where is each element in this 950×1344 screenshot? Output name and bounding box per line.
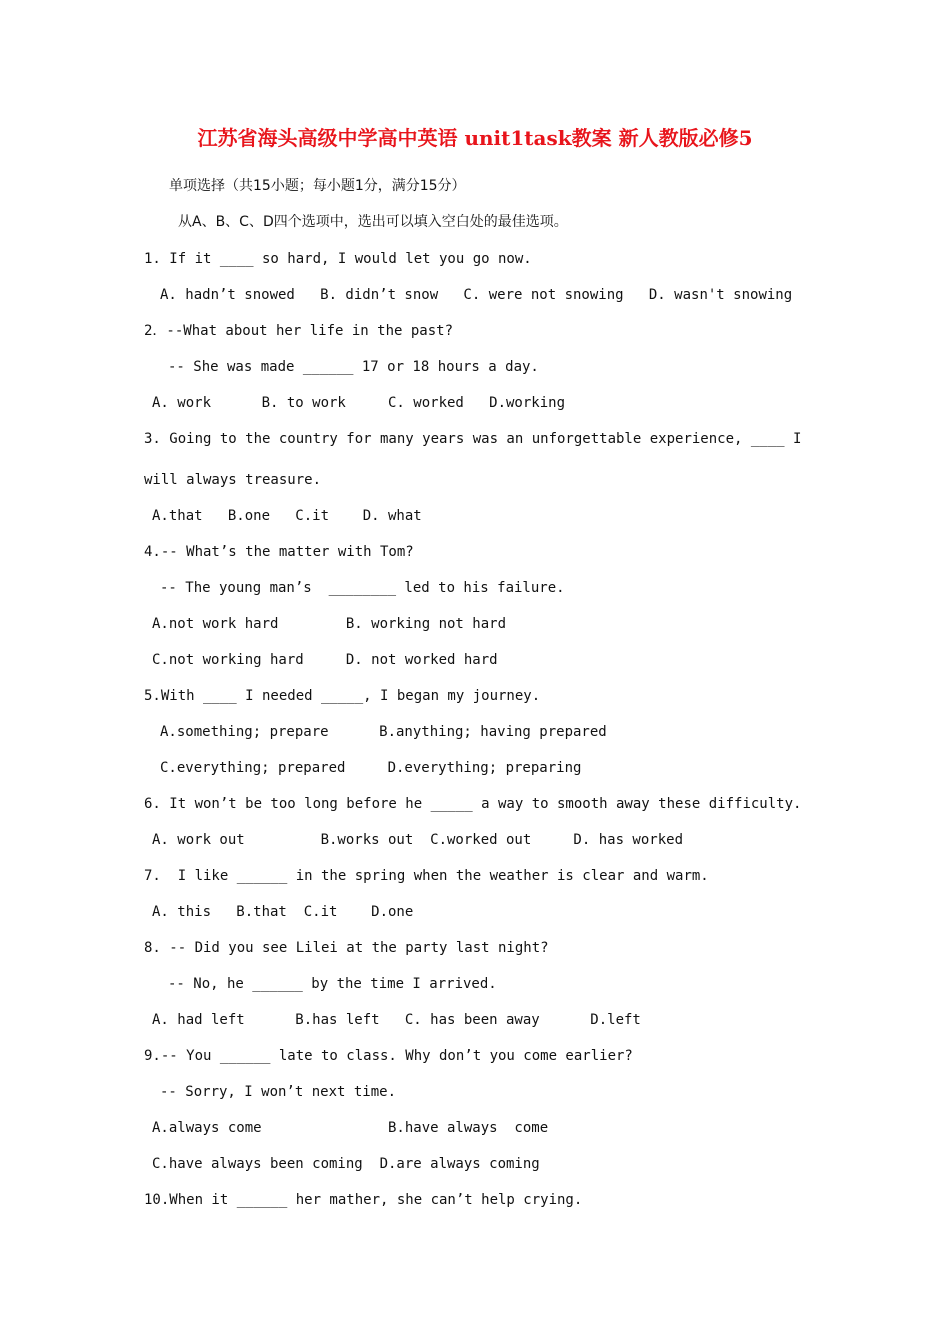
question-1: 1. If it ____ so hard, I would let you go now. xyxy=(144,251,532,267)
question-7: 7. I like ______ in the spring when the weather is clear and warm. xyxy=(144,868,709,884)
options-9-ab: A.always come B.have always come xyxy=(152,1120,549,1136)
question-3-cont: will always treasure. xyxy=(144,472,322,488)
question-4-reply: -- The young man’s ________ led to his failure. xyxy=(160,580,565,596)
options-6: A. work out B.works out C.worked out D. has worked xyxy=(152,832,684,848)
question-3: 3. Going to the country for many years was an unforgettable experience, ____ I xyxy=(144,431,802,447)
question-8: 8. -- Did you see Lilei at the party last night? xyxy=(144,940,549,956)
section-heading: 单项选择（共15小题；每小题1分，满分15分） xyxy=(169,178,466,194)
question-2: 2．--What about her life in the past? xyxy=(144,323,454,339)
document-title: 江苏省海头高级中学高中英语 unit1task教案 新人教版必修5 xyxy=(197,126,753,150)
question-8-reply: -- No, he ______ by the time I arrived. xyxy=(168,976,497,992)
options-3: A.that B.one C.it D. what xyxy=(152,508,422,524)
options-4-ab: A.not work hard B. working not hard xyxy=(152,616,507,632)
question-2-reply: -- She was made ______ 17 or 18 hours a day. xyxy=(168,359,539,375)
options-7: A. this B.that C.it D.one xyxy=(152,904,414,920)
options-9-cd: C.have always been coming D.are always coming xyxy=(152,1156,540,1172)
question-9-reply: -- Sorry, I won’t next time. xyxy=(160,1084,397,1100)
question-6: 6. It won’t be too long before he _____ a way to smooth away these difficulty. xyxy=(144,796,802,812)
instruction-text: 从A、B、C、D四个选项中，选出可以填入空白处的最佳选项。 xyxy=(178,214,568,230)
options-8: A. had left B.has left C. has been away D.left xyxy=(152,1012,641,1028)
options-2: A. work B. to work C. worked D.working xyxy=(152,395,566,411)
options-1: A. hadn’t snowed B. didn’t snow C. were not snowing D. wasn't snowing xyxy=(160,287,793,303)
question-10: 10.When it ______ her mather, she can’t help crying. xyxy=(144,1192,583,1208)
options-4-cd: C.not working hard D. not worked hard xyxy=(152,652,498,668)
question-5: 5.With ____ I needed _____, I began my journey. xyxy=(144,688,541,704)
question-4: 4.-- What’s the matter with Tom? xyxy=(144,544,414,560)
question-9: 9.-- You ______ late to class. Why don’t you come earlier? xyxy=(144,1048,633,1064)
options-5-cd: C.everything; prepared D.everything; preparing xyxy=(160,760,582,776)
options-5-ab: A.something; prepare B.anything; having prepared xyxy=(160,724,607,740)
